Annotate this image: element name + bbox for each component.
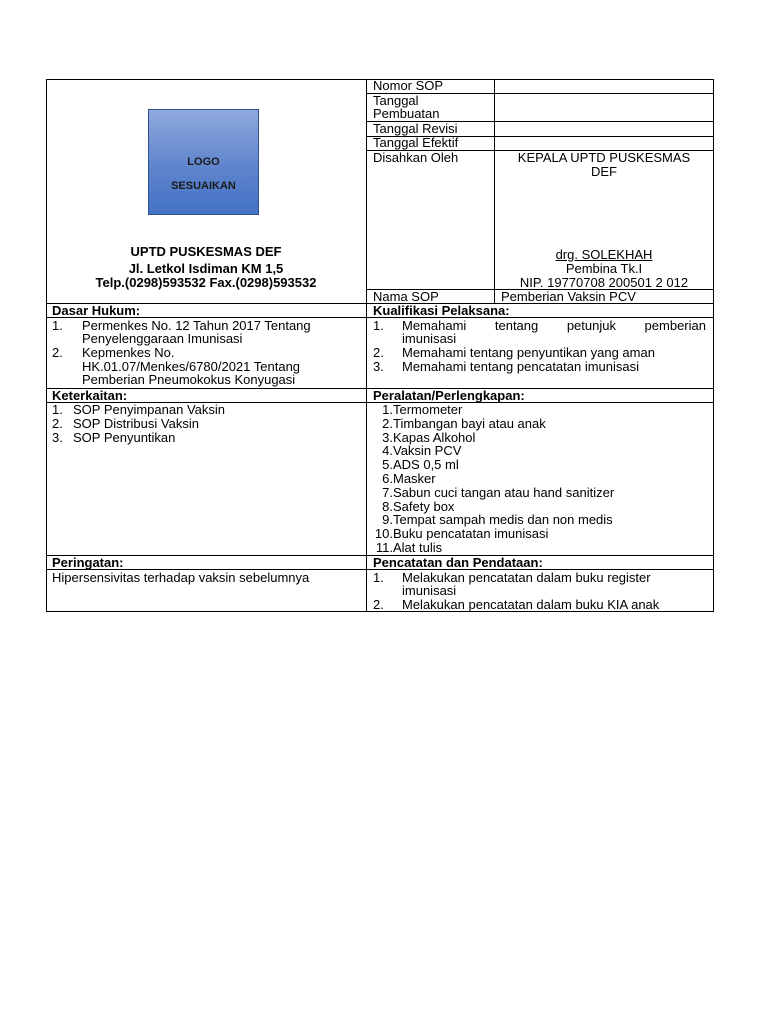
nama-sop-value: Pemberian Vaksin PCV: [501, 289, 636, 304]
peralatan-title: Peralatan/Perlengkapan:: [373, 388, 525, 403]
disahkan-label: Disahkan Oleh: [373, 150, 459, 165]
peralatan-item: Kapas Alkohol: [393, 429, 476, 445]
peringatan-text: Hipersensivitas terhadap vaksin sebelumnya: [52, 570, 310, 585]
disahkan-position-1: KEPALA UPTD PUSKESMAS: [517, 150, 691, 165]
tanggal-efektif-label: Tanggal Efektif: [373, 135, 459, 150]
peralatan-item: Buku pencatatan imunisasi: [393, 526, 549, 542]
pencatatan-title: Pencatatan dan Pendataan:: [373, 555, 543, 570]
keterkaitan-num-1: 1.: [52, 402, 63, 417]
dasar-hukum-item-1-line2: Penyelenggaraan Imunisasi: [82, 331, 243, 346]
pencatatan-num-2: 2.: [373, 597, 384, 612]
keterkaitan-title: Keterkaitan:: [52, 388, 128, 403]
dasar-hukum-num-1: 1.: [52, 318, 63, 333]
org-phone: Telp.(0298)593532 Fax.(0298)593532: [95, 275, 317, 290]
kualifikasi-num-1: 1.: [373, 318, 384, 333]
kualifikasi-item-1-line2: imunisasi: [402, 331, 457, 346]
dasar-hukum-item-2-line3: Pemberian Pneumokokus Konyugasi: [82, 372, 296, 387]
keterkaitan-item-3: SOP Penyuntikan: [73, 430, 176, 445]
kualifikasi-item-2: Memahami tentang penyuntikan yang aman: [402, 345, 655, 360]
keterkaitan-item-1: SOP Penyimpanan Vaksin: [73, 402, 225, 417]
peralatan-num: 9.: [382, 512, 393, 528]
peralatan-num: 1.: [382, 402, 393, 417]
keterkaitan-num-2: 2.: [52, 416, 63, 431]
dasar-hukum-item-2-line2: HK.01.07/Menkes/6780/2021 Tentang: [82, 359, 301, 374]
dasar-hukum-item-2-line1: Kepmenkes No.: [82, 345, 175, 360]
peralatan-item: Termometer: [393, 402, 463, 417]
kualifikasi-num-3: 3.: [373, 359, 384, 374]
peralatan-num: 2.: [382, 415, 393, 431]
logo-text-1: LOGO: [187, 156, 220, 168]
peralatan-item: Masker: [393, 471, 436, 486]
keterkaitan-item-2: SOP Distribusi Vaksin: [73, 416, 199, 431]
dasar-hukum-num-2: 2.: [52, 345, 63, 360]
kualifikasi-item-1-line1: Memahami tentang petunjuk pemberian: [402, 318, 706, 333]
signer-name: drg. SOLEKHAH: [555, 247, 653, 262]
peralatan-item: Vaksin PCV: [393, 443, 462, 459]
dasar-hukum-item-1-line1: Permenkes No. 12 Tahun 2017 Tentang: [82, 318, 311, 333]
pencatatan-item-1-line1: Melakukan pencatatan dalam buku register: [402, 570, 651, 585]
peralatan-item: Tempat sampah medis dan non medis: [393, 512, 613, 528]
peralatan-num: 3.: [382, 429, 393, 445]
peralatan-num: 10.: [374, 526, 393, 542]
pencatatan-item-2: Melakukan pencatatan dalam buku KIA anak: [402, 597, 660, 612]
disahkan-position-2: DEF: [591, 164, 617, 179]
kualifikasi-title: Kualifikasi Pelaksana:: [373, 303, 510, 318]
peralatan-num: 11.: [375, 540, 393, 555]
pencatatan-num-1: 1.: [373, 570, 384, 585]
logo-text-2: SESUAIKAN: [171, 180, 236, 192]
peralatan-item: Safety box: [393, 498, 455, 514]
peralatan-num: 7.: [382, 484, 393, 500]
org-address: Jl. Letkol Isdiman KM 1,5: [128, 261, 284, 276]
keterkaitan-num-3: 3.: [52, 430, 63, 445]
nomor-sop-label: Nomor SOP: [373, 78, 444, 93]
tanggal-pembuatan-label-2: Pembuatan: [373, 106, 440, 121]
signer-rank: Pembina Tk.I: [565, 261, 643, 276]
peralatan-item: ADS 0,5 ml: [393, 457, 459, 473]
peralatan-item: Sabun cuci tangan atau hand sanitizer: [393, 484, 615, 500]
signer-nip: NIP. 19770708 200501 2 012: [519, 275, 689, 290]
peralatan-num: 4.: [382, 443, 393, 459]
org-name: UPTD PUSKESMAS DEF: [130, 244, 282, 259]
peralatan-num: 6.: [382, 471, 393, 486]
peringatan-title: Peringatan:: [52, 555, 124, 570]
kualifikasi-num-2: 2.: [373, 345, 384, 360]
tanggal-pembuatan-label-1: Tanggal: [373, 93, 419, 108]
tanggal-revisi-label: Tanggal Revisi: [373, 121, 458, 136]
peralatan-item: Timbangan bayi atau anak: [393, 415, 546, 431]
peralatan-num: 5.: [382, 457, 393, 473]
kualifikasi-item-3: Memahami tentang pencatatan imunisasi: [402, 359, 640, 374]
dasar-hukum-title: Dasar Hukum:: [52, 303, 141, 318]
peralatan-item: Alat tulis: [393, 540, 443, 555]
peralatan-num: 8.: [382, 498, 393, 514]
pencatatan-item-1-line2: imunisasi: [402, 583, 457, 598]
nama-sop-label: Nama SOP: [373, 289, 439, 304]
logo-placeholder: [148, 109, 259, 215]
